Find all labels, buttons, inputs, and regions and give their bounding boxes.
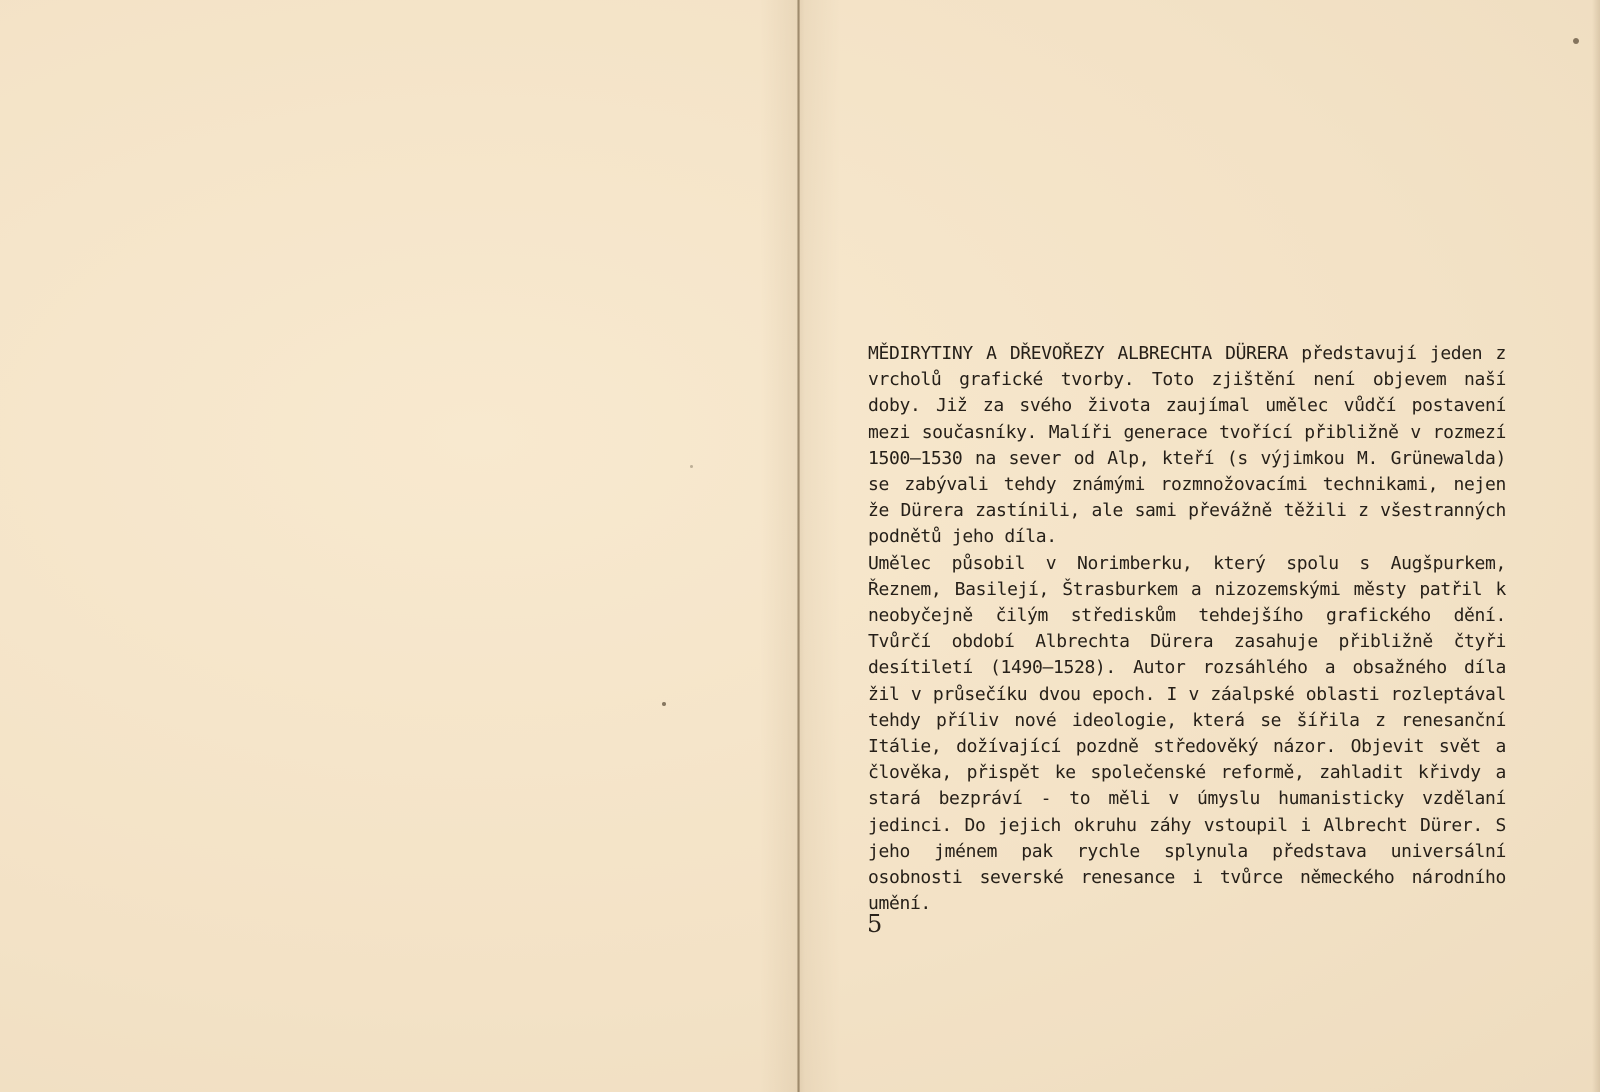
ink-speck — [690, 465, 693, 468]
page-number: 5 — [867, 910, 883, 938]
paragraph-2: Umělec působil v Norimberku, který spolu s Augšpurkem, Řeznem, Basilejí, Štrasburkem a nizozemskými městy patřil k neobyčejně čilým střediskům tehdejšího grafického dění. Tvůrčí období Albrechta Dürera zasahuje přibližně čtyři desítiletí (1490—1528). Autor rozsáhlého a obsažného díla žil v průsečíku dvou epoch. I v záalpské oblasti rozleptával tehdy příliv nové ideologie, která se šířila z renesanční Itálie, dožívající pozdně středověký názor. Objevit svět a člověka, přispět ke společenské reformě, zahladit křivdy a stará bezpráví - to měli v úmyslu humanisticky vzdělaní jedinci. Do jejich okruhu záhy vstoupil i Albrecht Dürer. S jeho jménem pak rychle splynula představa universální osobnosti severské renesance i tvůrce německého národního umění. — [868, 552, 1506, 915]
body-text — [868, 341, 1506, 917]
paragraph-1: MĚDIRYTINY A DŘEVOŘEZY ALBRECHTA DÜRERA představují jeden z vrcholů grafické tvorby. Toto zjištění není objevem naší doby. Již za svého života zaujímal umělec vůdčí postavení mezi současníky. Malíři generace tvořící přibližně v rozmezí 1500—1530 na sever od Alp, kteří (s výjimkou M. Grünewalda) se zabývali tehdy známými rozmnožovacími technikami, nejen že Dürera zastínili, ale sami převážně těžili z všestranných podnětů jeho díla. — [868, 343, 1506, 548]
page-edge — [1592, 0, 1600, 1092]
ink-speck — [1573, 38, 1579, 44]
ink-speck — [662, 702, 666, 706]
right-page — [800, 0, 1600, 1092]
